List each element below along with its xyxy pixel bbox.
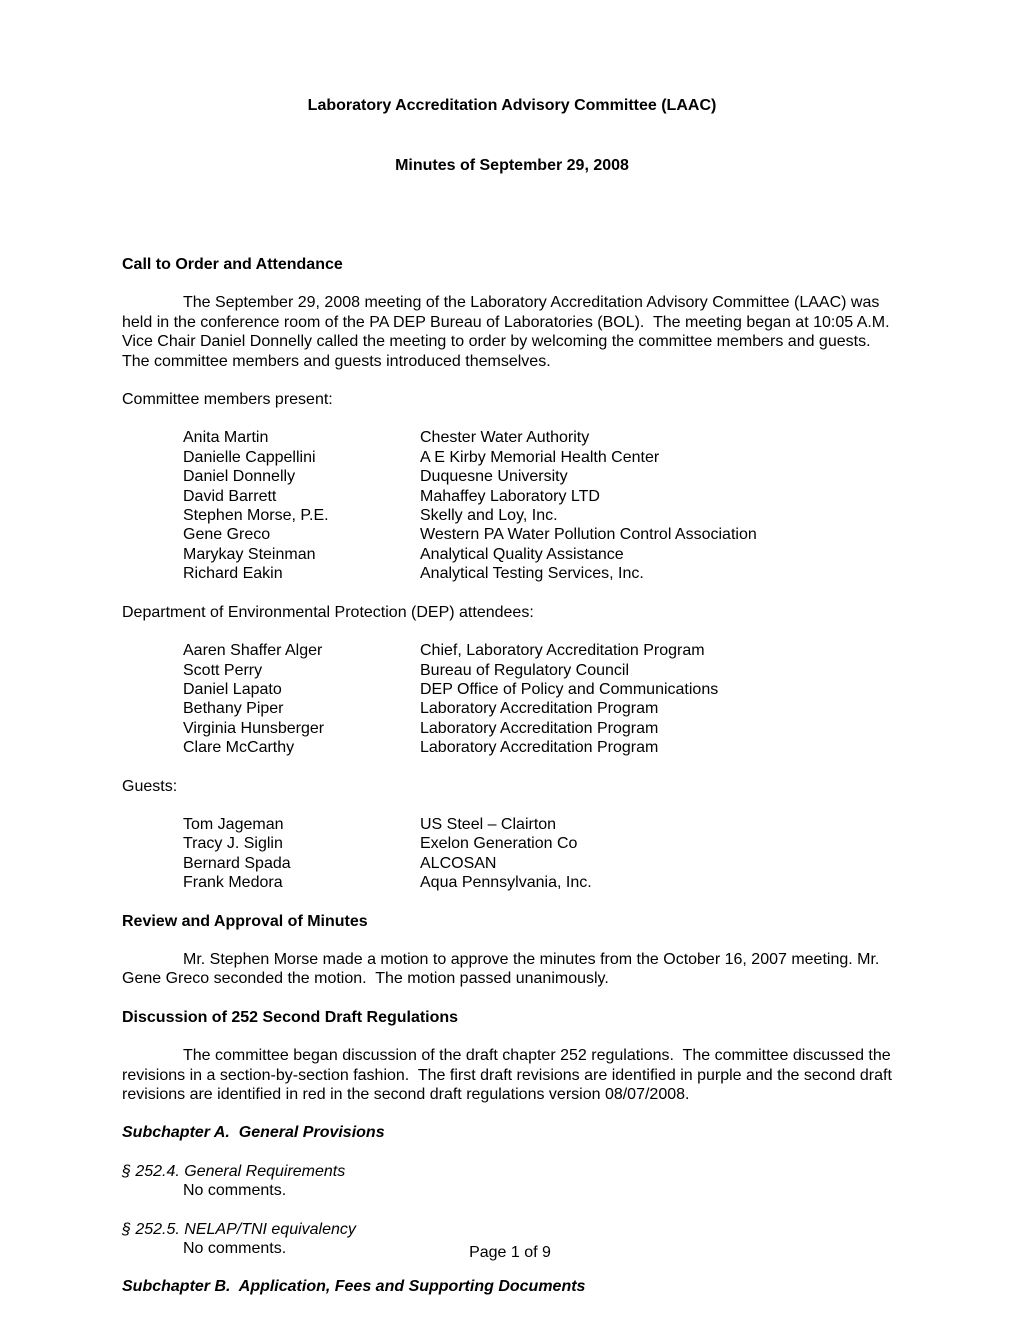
- attendee-name: Aaren Shaffer Alger: [183, 642, 323, 660]
- guest-list: [122, 815, 902, 893]
- table-row: [122, 873, 902, 892]
- table-row: [122, 719, 902, 738]
- regulation-comment: No comments.: [183, 1182, 287, 1200]
- subchapter-a-heading: Subchapter A. General Provisions: [122, 1124, 385, 1142]
- attendee-affiliation: Chief, Laboratory Accreditation Program: [420, 642, 705, 660]
- dep-attendee-list: [122, 641, 902, 757]
- paragraph-discussion: The committee began discussion of the draft chapter 252 regulations. The committee discussed the revisions in a section-by-section fashion. The first draft revisions are identified in purple and the second draft revisions are identified in red in the second draft regulations version 08/07/2008.: [122, 1047, 897, 1103]
- attendee-name: Stephen Morse, P.E.: [183, 507, 329, 525]
- attendee-name: Clare McCarthy: [183, 739, 295, 757]
- attendee-name: Daniel Donnelly: [183, 468, 296, 486]
- attendee-affiliation: A E Kirby Memorial Health Center: [420, 448, 660, 466]
- table-row: [122, 854, 902, 873]
- attendee-name: Scott Perry: [183, 661, 263, 679]
- table-row: [122, 699, 902, 718]
- table-row: [122, 815, 902, 834]
- attendee-name: Anita Martin: [183, 429, 269, 447]
- section-heading-review: Review and Approval of Minutes: [122, 912, 368, 930]
- attendee-name: Bernard Spada: [183, 854, 291, 872]
- attendee-name: Tom Jageman: [183, 815, 284, 833]
- attendee-name: Danielle Cappellini: [183, 448, 316, 466]
- table-row: [122, 564, 902, 583]
- table-row: [122, 467, 902, 486]
- attendee-affiliation: Exelon Generation Co: [420, 835, 578, 853]
- attendee-name: Frank Medora: [183, 874, 283, 892]
- table-row: [122, 680, 902, 699]
- page-title-line2: Minutes of September 29, 2008: [395, 157, 629, 174]
- table-row: [122, 448, 902, 467]
- page-title: [122, 56, 902, 216]
- dep-attendees-label: Department of Environmental Protection (DEP) attendees:: [122, 603, 534, 621]
- attendee-name: Daniel Lapato: [183, 680, 282, 698]
- table-row: [122, 545, 902, 564]
- regulation-citation: § 252.4. General Requirements: [122, 1162, 346, 1180]
- attendee-affiliation: Mahaffey Laboratory LTD: [420, 487, 600, 505]
- attendee-affiliation: Chester Water Authority: [420, 429, 590, 447]
- regulation-item: [122, 1162, 902, 1201]
- attendee-affiliation: Duquesne University: [420, 468, 568, 486]
- attendee-affiliation: Analytical Quality Assistance: [420, 545, 624, 563]
- attendee-affiliation: US Steel – Clairton: [420, 815, 557, 833]
- section-heading-call-to-order: Call to Order and Attendance: [122, 256, 343, 273]
- regulation-citation: § 252.5. NELAP/TNI equivalency: [122, 1220, 356, 1238]
- attendee-name: David Barrett: [183, 487, 277, 505]
- attendee-affiliation: Analytical Testing Services, Inc.: [420, 565, 644, 583]
- table-row: [122, 428, 902, 447]
- attendee-affiliation: Skelly and Loy, Inc.: [420, 507, 558, 525]
- table-row: [122, 661, 902, 680]
- attendee-affiliation: ALCOSAN: [420, 854, 497, 872]
- paragraph-call-to-order: The September 29, 2008 meeting of the Laboratory Accreditation Advisory Committee (LAAC) was held in the conference room of the PA DEP Bureau of Laboratories (BOL). The meeting began at 10:05 A.M. Vice Chair Daniel Donnelly called the meeting to order by welcoming the committee members and guests. The committee members and guests introduced themselves.: [122, 294, 899, 370]
- committee-present-label: Committee members present:: [122, 391, 333, 409]
- attendee-name: Tracy J. Siglin: [183, 835, 283, 853]
- table-row: [122, 525, 902, 544]
- attendee-name: Gene Greco: [183, 526, 271, 544]
- paragraph-review: Mr. Stephen Morse made a motion to approve the minutes from the October 16, 2007 meeting. Mr. Gene Greco seconded the motion. The motion passed unanimously.: [122, 950, 884, 988]
- table-row: [122, 834, 902, 853]
- committee-member-list: [122, 428, 902, 583]
- attendee-affiliation: Western PA Water Pollution Control Association: [420, 526, 757, 544]
- guests-label: Guests:: [122, 777, 178, 795]
- table-row: [122, 487, 902, 506]
- attendee-affiliation: Laboratory Accreditation Program: [420, 739, 659, 757]
- table-row: [122, 641, 902, 660]
- attendee-affiliation: Aqua Pennsylvania, Inc.: [420, 874, 592, 892]
- page-title-line1: Laboratory Accreditation Advisory Committee (LAAC): [307, 97, 717, 114]
- attendee-affiliation: DEP Office of Policy and Communications: [420, 680, 719, 698]
- attendee-affiliation: Laboratory Accreditation Program: [420, 719, 659, 737]
- attendee-affiliation: Bureau of Regulatory Council: [420, 661, 630, 679]
- attendee-name: Marykay Steinman: [183, 545, 316, 563]
- attendee-name: Virginia Hunsberger: [183, 719, 325, 737]
- regulation-comment: No comments.: [183, 1240, 287, 1258]
- table-row: [122, 506, 902, 525]
- section-heading-discussion: Discussion of 252 Second Draft Regulations: [122, 1008, 459, 1026]
- page-number: Page 1 of 9: [469, 1244, 551, 1261]
- attendee-name: Richard Eakin: [183, 565, 283, 583]
- subchapter-b-heading: Subchapter B. Application, Fees and Supporting Documents: [122, 1278, 586, 1296]
- attendee-name: Bethany Piper: [183, 700, 284, 718]
- table-row: [122, 738, 902, 757]
- attendee-affiliation: Laboratory Accreditation Program: [420, 700, 659, 718]
